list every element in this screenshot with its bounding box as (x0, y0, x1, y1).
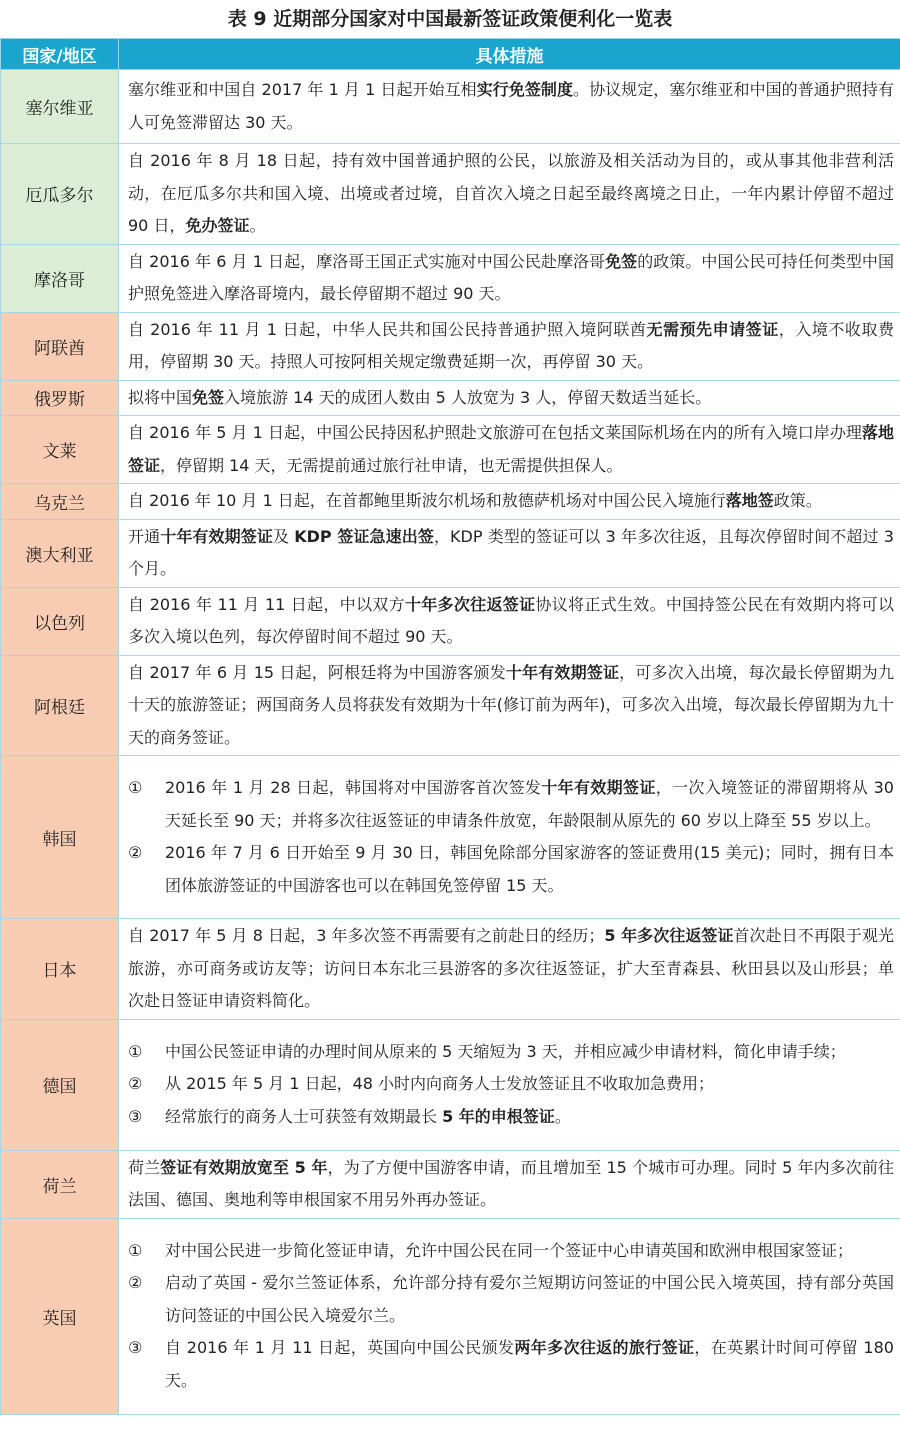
measure-list-item (128, 1068, 894, 1101)
country-cell: 厄瓜多尔 (1, 144, 119, 245)
country-cell: 塞尔维亚 (1, 70, 119, 144)
country-cell: 阿联酋 (1, 312, 119, 380)
country-cell: 以色列 (1, 587, 119, 655)
table-title: 表 9 近期部分国家对中国最新签证政策便利化一览表 (227, 8, 673, 30)
measure-text: 启动了英国 - 爱尔兰签证体系，允许部分持有爱尔兰短期访问签证的中国公民入境英国，持有部分英国访问签证的中国公民入境爱尔兰。 (165, 1273, 894, 1325)
table-header-row (1, 39, 900, 70)
measure-text: 自 2016 年 10 月 1 日起，在首都鲍里斯波尔机场和敖德萨机场对中国公民入境施行 (128, 491, 726, 510)
country-cell: 韩国 (1, 756, 119, 919)
measure-text: 塞尔维亚和中国自 2017 年 1 月 1 日起开始互相 (128, 80, 477, 99)
bold-text: 落地签证 (128, 423, 894, 475)
table-row (1, 756, 900, 919)
measure-text: 从 2015 年 5 月 1 日起，48 小时内向商务人士发放签证且不收取加急费用； (165, 1074, 715, 1094)
measure-text: ，KDP 类型的签证可以 3 年多次往返，且每次停留时间不超过 3 个月。 (128, 526, 894, 578)
bold-text: 十年有效期签证 (541, 778, 656, 797)
measure-text: 。 (554, 1106, 571, 1126)
table-row (1, 312, 900, 380)
bold-text: 免办签证 (185, 216, 250, 235)
table-row (1, 587, 900, 655)
table-row (1, 244, 900, 312)
measure-text: 自 2016 年 8 月 18 日起，持有效中国普通护照的公民，以旅游及相关活动为目的，或从事其他非营利活动，在厄瓜多尔共和国入境、出境或者过境，自首次入境之日起至最终离境之日止，一年内累计停留不超过 90 日， (128, 151, 894, 235)
measure-cell (119, 416, 900, 484)
table-body (1, 70, 900, 1415)
measure-text: 经常旅行的商务人士可获签有效期最长 (165, 1106, 443, 1126)
measure-text: 拟将中国 (128, 387, 193, 407)
table-row (1, 380, 900, 416)
measure-cell (119, 70, 900, 144)
header-measures: 具体措施 (119, 39, 900, 70)
table-row (1, 1019, 900, 1150)
table-row (1, 655, 900, 756)
measure-text: 及 (272, 526, 295, 546)
bold-text: 免签 (192, 387, 225, 407)
item-number: ② (128, 843, 143, 862)
item-number: ① (128, 1240, 143, 1260)
item-number: ① (128, 1041, 143, 1061)
table-row (1, 484, 900, 520)
measure-cell (119, 144, 900, 245)
bold-text: 签证有效期放宽至 5 年 (160, 1157, 328, 1177)
measure-text: ，停留期 14 天，无需提前通过旅行社申请，也无需提供担保人。 (160, 455, 623, 475)
measure-cell (119, 1218, 900, 1414)
measure-list-item (128, 1267, 894, 1332)
measure-text: 的政策。中国公民可持任何类型中国护照免签进入摩洛哥境内，最长停留期不超过 90 天。 (128, 251, 894, 303)
measure-text: 自 2017 年 6 月 15 日起，阿根廷将为中国游客颁发 (128, 662, 506, 682)
country-cell: 文莱 (1, 416, 119, 484)
measure-text: 开通 (128, 526, 161, 546)
measure-text: 自 2016 年 11 月 11 日起，中以双方 (128, 594, 405, 614)
measure-cell (119, 919, 900, 1020)
measure-cell (119, 380, 900, 416)
table-row (1, 919, 900, 1020)
measure-cell (119, 484, 900, 520)
measure-text: 首次赴日不再限于观光旅游，亦可商务或访友等；访问日本东北三县游客的多次往返签证，扩大至青森县、秋田县以及山形县；单次赴日签证申请资料简化。 (128, 926, 894, 1010)
measure-cell (119, 519, 900, 587)
bold-text: KDP 签证急速出签 (294, 526, 434, 546)
item-text (165, 1332, 894, 1397)
country-cell: 摩洛哥 (1, 244, 119, 312)
measure-cell (119, 1019, 900, 1150)
table-row (1, 519, 900, 587)
country-cell: 英国 (1, 1218, 119, 1414)
measure-text: 自 2016 年 1 月 11 日起，英国向中国公民颁发 (165, 1338, 515, 1358)
table-row (1, 144, 900, 245)
country-cell: 阿根廷 (1, 655, 119, 756)
bold-text: 免签 (605, 251, 638, 271)
table-row (1, 1218, 900, 1414)
measure-text: ，为了方便中国游客申请，而且增加至 15 个城市可办理。同时 5 年内多次前往法国、德国、奥地利等申根国家不用另外再办签证。 (128, 1157, 894, 1209)
table-row (1, 70, 900, 144)
bold-text: 无需预先申请签证 (646, 319, 779, 339)
measure-cell (119, 587, 900, 655)
country-cell: 日本 (1, 919, 119, 1020)
item-text (165, 772, 894, 837)
bold-text: 十年多次往返签证 (404, 594, 536, 614)
measure-text: ，在英累计时间可停留 180 天。 (165, 1338, 894, 1390)
bold-text: 实行免签制度 (476, 80, 574, 99)
bold-text: 5 年的申根签证 (442, 1106, 555, 1126)
item-number: ② (128, 1074, 143, 1094)
measure-list-item (128, 1036, 894, 1069)
measure-text: 自 2016 年 6 月 1 日起，摩洛哥王国正式实施对中国公民赴摩洛哥 (128, 251, 606, 271)
country-cell: 荷兰 (1, 1150, 119, 1218)
item-text (165, 1235, 894, 1268)
measure-cell (119, 244, 900, 312)
measure-list-item (128, 1101, 894, 1134)
item-text (165, 1267, 894, 1332)
measure-text: 2016 年 7 月 6 日开始至 9 月 30 日，韩国免除部分国家游客的签证费用(15 美元)；同时，拥有日本团体旅游签证的中国游客也可以在韩国免签停留 15 天。 (165, 843, 894, 895)
measure-text: 自 2016 年 11 月 1 日起，中华人民共和国公民持普通护照入境阿联酋 (128, 319, 647, 339)
country-cell: 德国 (1, 1019, 119, 1150)
header-country: 国家/地区 (1, 39, 119, 70)
item-number: ② (128, 1273, 143, 1293)
table-row (1, 416, 900, 484)
country-cell: 俄罗斯 (1, 380, 119, 416)
measure-text: 荷兰 (128, 1157, 161, 1177)
country-cell: 乌克兰 (1, 484, 119, 520)
measure-cell (119, 655, 900, 756)
measure-list-item (128, 1235, 894, 1268)
measure-cell (119, 756, 900, 919)
item-number: ① (128, 778, 143, 797)
bold-text: 十年有效期签证 (505, 662, 620, 682)
bold-text: 两年多次往返的旅行签证 (514, 1338, 695, 1358)
measure-text: 中国公民签证申请的办理时间从原来的 5 天缩短为 3 天，并相应减少申请材料，简化申请手续； (165, 1041, 846, 1061)
item-number: ③ (128, 1106, 143, 1126)
measure-text: 。 (249, 216, 266, 235)
measure-cell (119, 312, 900, 380)
measure-list-item (128, 772, 894, 837)
bold-text: 落地签 (725, 491, 774, 510)
measure-text: 自 2016 年 5 月 1 日起，中国公民持因私护照赴文旅游可在包括文莱国际机场在内的所有入境口岸办理 (128, 423, 862, 442)
measure-text: 对中国公民进一步简化签证申请，允许中国公民在同一个签证中心申请英国和欧洲申根国家签证； (165, 1240, 854, 1260)
measure-text: ，一次入境签证的滞留期将从 30 天延长至 90 天；并将多次往返签证的申请条件放宽，年龄限制从原先的 60 岁以上降至 55 岁以上。 (165, 778, 894, 830)
item-text (165, 837, 894, 902)
measure-text: 。协议规定，塞尔维亚和中国的普通护照持有人可免签滞留达 30 天。 (128, 80, 894, 132)
measure-text: 政策。 (773, 491, 822, 510)
measure-text: 自 2017 年 5 月 8 日起，3 年多次签不再需要有之前赴日的经历； (128, 926, 605, 945)
country-cell: 澳大利亚 (1, 519, 119, 587)
table-row (1, 1150, 900, 1218)
measure-list-item (128, 1332, 894, 1397)
bold-text: 十年有效期签证 (160, 526, 273, 546)
item-text (165, 1036, 894, 1069)
bold-text: 5 年多次往返签证 (604, 926, 734, 945)
measure-text: ，可多次入出境，每次最长停留期为九十天的旅游签证；两国商务人员将获发有效期为十年(修订前为两年)，可多次入出境，每次最长停留期为九十天的商务签证。 (128, 662, 894, 747)
visa-policy-table (0, 38, 900, 1415)
item-text (165, 1068, 894, 1101)
measure-text: ，入境不收取费用，停留期 30 天。持照人可按阿相关规定缴费延期一次，再停留 30 天。 (128, 319, 894, 371)
measure-text: 入境旅游 14 天的成团人数由 5 人放宽为 3 人，停留天数适当延长。 (224, 387, 712, 407)
measure-text: 协议将正式生效。中国持签公民在有效期内将可以多次入境以色列，每次停留时间不超过 90 天。 (128, 594, 894, 646)
item-number: ③ (128, 1338, 143, 1358)
measure-text: 2016 年 1 月 28 日起，韩国将对中国游客首次签发 (165, 778, 542, 797)
item-text (165, 1101, 894, 1134)
measure-list-item (128, 837, 894, 902)
measure-cell (119, 1150, 900, 1218)
